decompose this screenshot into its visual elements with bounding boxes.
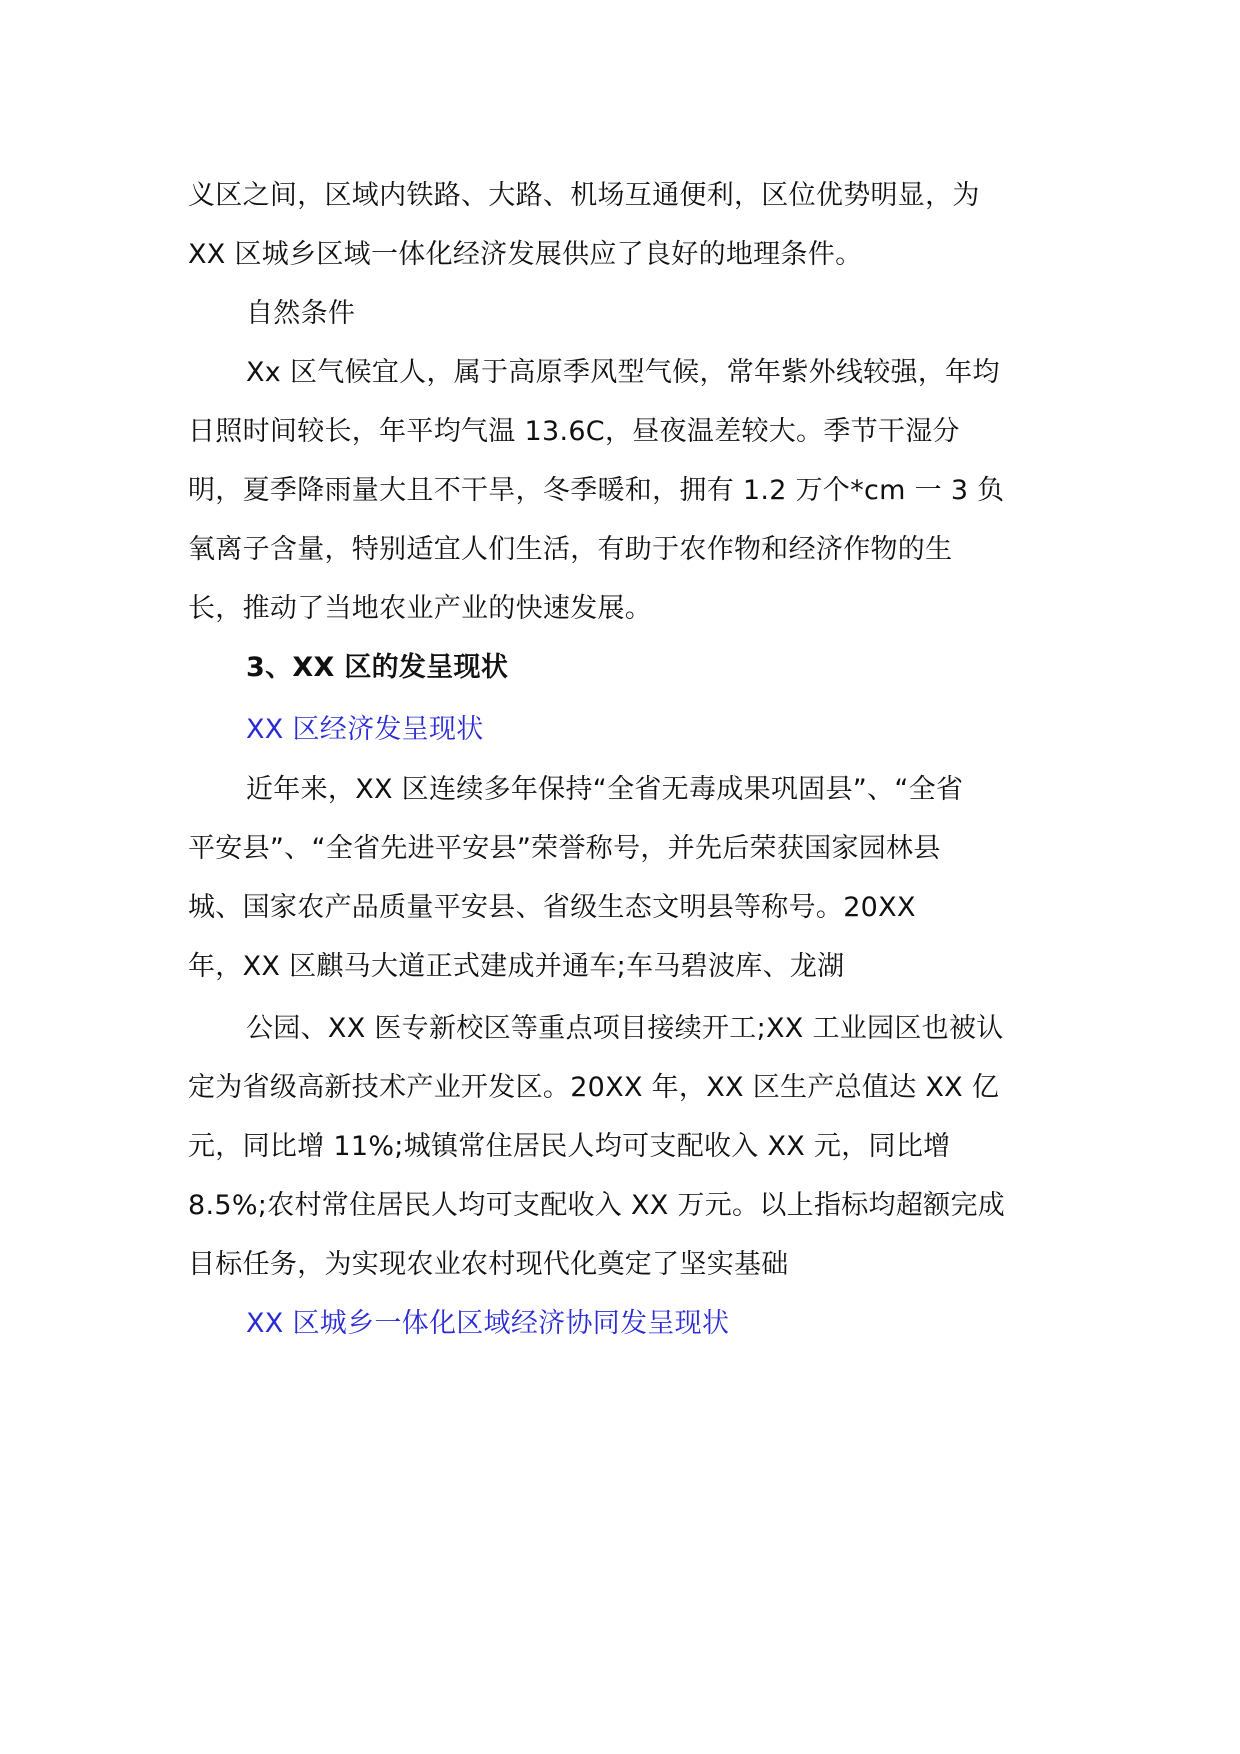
body-line-13: 城、国家农产品质量平安县、省级生态文明县等称号。20XX <box>188 892 916 923</box>
section-heading: 3、XX 区的发呈现状 <box>246 652 509 683</box>
body-line-1: 义区之间，区域内铁路、大路、机场互通便利，区位优势明显，为 <box>188 180 980 211</box>
body-line-17: 元，同比增 11%;城镇常住居民人均可支配收入 XX 元，同比增 <box>188 1131 951 1162</box>
link-economic-status[interactable]: XX 区经济发呈现状 <box>246 714 484 745</box>
body-line-2: XX 区城乡区域一体化经济发展供应了良好的地理条件。 <box>188 239 863 270</box>
body-line-5: 日照时间较长，年平均气温 13.6C，昼夜温差较大。季节干湿分 <box>188 416 960 447</box>
body-line-6: 明，夏季降雨量大且不干旱，冬季暖和，拥有 1.2 万个*cm 一 3 负 <box>188 475 1005 506</box>
body-line-15: 公园、XX 医专新校区等重点项目接续开工;XX 工业园区也被认 <box>246 1013 1004 1044</box>
body-line-4: Xx 区气候宜人，属于高原季风型气候，常年紫外线较强，年均 <box>246 357 1000 388</box>
body-line-16: 定为省级高新技术产业开发区。20XX 年，XX 区生产总值达 XX 亿 <box>188 1072 1000 1103</box>
body-line-12: 平安县”、“全省先进平安县”荣誉称号，并先后荣获国家园林县 <box>188 833 941 864</box>
link-urban-rural-status[interactable]: XX 区城乡一体化区域经济协同发呈现状 <box>246 1308 730 1339</box>
body-line-8: 长，推动了当地农业产业的快速发展。 <box>188 593 653 624</box>
body-line-11: 近年来，XX 区连续多年保持“全省无毒成果巩固县”、“全省 <box>246 774 964 805</box>
subheading-natural-conditions: 自然条件 <box>246 298 356 329</box>
body-line-18: 8.5%;农村常住居民人均可支配收入 XX 万元。以上指标均超额完成 <box>188 1190 1006 1221</box>
body-line-19: 目标任务，为实现农业农村现代化奠定了坚实基础 <box>188 1249 789 1280</box>
body-line-14: 年，XX 区麒马大道正式建成并通车;车马碧波库、龙湖 <box>188 951 845 982</box>
body-line-7: 氧离子含量，特别适宜人们生活，有助于农作物和经济作物的生 <box>188 534 953 565</box>
